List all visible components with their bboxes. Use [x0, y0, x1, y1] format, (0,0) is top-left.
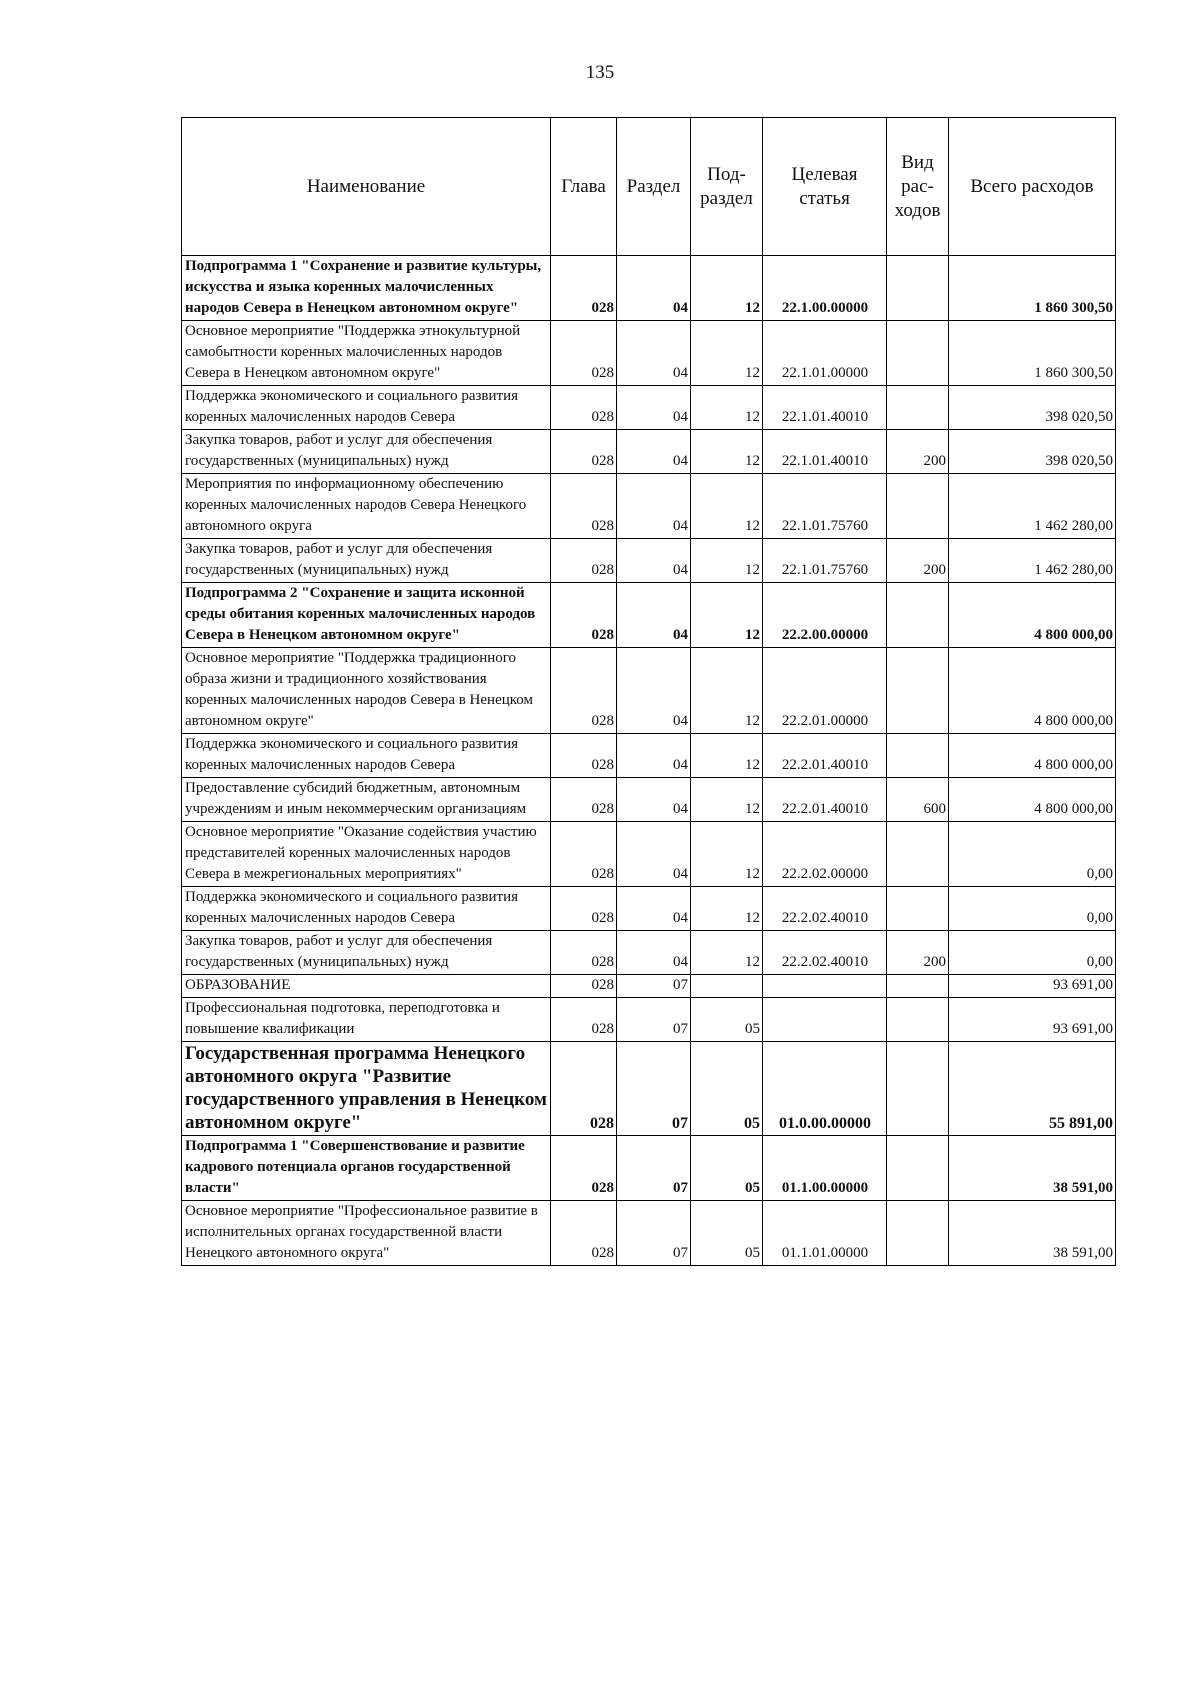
- cell-vid: [887, 1201, 949, 1266]
- cell-razdel: 04: [617, 474, 691, 539]
- cell-razdel: 04: [617, 256, 691, 321]
- cell-podrazdel: 12: [691, 778, 763, 822]
- cell-vid: [887, 583, 949, 648]
- cell-total: 1 462 280,00: [949, 539, 1116, 583]
- header-glava: Глава: [551, 118, 617, 256]
- cell-name: Закупка товаров, работ и услуг для обеспечения государственных (муниципальных) нужд: [182, 430, 551, 474]
- cell-glava: 028: [551, 822, 617, 887]
- cell-vid: [887, 256, 949, 321]
- cell-glava: 028: [551, 1201, 617, 1266]
- cell-name: Закупка товаров, работ и услуг для обеспечения государственных (муниципальных) нужд: [182, 931, 551, 975]
- cell-name: Мероприятия по информационному обеспечению коренных малочисленных народов Севера Ненецкого автономного округа: [182, 474, 551, 539]
- header-razdel: Раздел: [617, 118, 691, 256]
- cell-total: 398 020,50: [949, 430, 1116, 474]
- cell-statya: [763, 975, 887, 998]
- cell-vid: [887, 648, 949, 734]
- cell-total: 0,00: [949, 887, 1116, 931]
- cell-name: Основное мероприятие "Поддержка традиционного образа жизни и традиционного хозяйствования коренных малочисленных народов Севера в Ненецком автономном округе": [182, 648, 551, 734]
- cell-name: ОБРАЗОВАНИЕ: [182, 975, 551, 998]
- cell-podrazdel: 12: [691, 931, 763, 975]
- table-row: [182, 474, 1116, 539]
- header-row: [182, 118, 1116, 256]
- header-statya: Целевая статья: [763, 118, 887, 256]
- cell-glava: 028: [551, 583, 617, 648]
- cell-total: 0,00: [949, 931, 1116, 975]
- cell-razdel: 04: [617, 887, 691, 931]
- cell-name: Подпрограмма 2 "Сохранение и защита исконной среды обитания коренных малочисленных народов Севера в Ненецком автономном округе": [182, 583, 551, 648]
- cell-glava: 028: [551, 887, 617, 931]
- cell-podrazdel: 12: [691, 648, 763, 734]
- cell-razdel: 04: [617, 321, 691, 386]
- table-row: [182, 321, 1116, 386]
- cell-name: Основное мероприятие "Поддержка этнокультурной самобытности коренных малочисленных народов Севера в Ненецком автономном округе": [182, 321, 551, 386]
- cell-vid: 600: [887, 778, 949, 822]
- table-row: [182, 256, 1116, 321]
- cell-total: 38 591,00: [949, 1201, 1116, 1266]
- cell-glava: 028: [551, 1136, 617, 1201]
- cell-glava: 028: [551, 474, 617, 539]
- cell-podrazdel: 05: [691, 1201, 763, 1266]
- cell-vid: [887, 887, 949, 931]
- cell-total: 38 591,00: [949, 1136, 1116, 1201]
- cell-razdel: 04: [617, 583, 691, 648]
- cell-glava: 028: [551, 256, 617, 321]
- cell-glava: 028: [551, 734, 617, 778]
- cell-razdel: 07: [617, 998, 691, 1042]
- page-number: 135: [585, 62, 615, 83]
- cell-statya: 22.1.00.00000: [763, 256, 887, 321]
- table-row: [182, 539, 1116, 583]
- header-podrazdel: Под- раздел: [691, 118, 763, 256]
- cell-vid: [887, 998, 949, 1042]
- table-row: [182, 931, 1116, 975]
- table-row: [182, 386, 1116, 430]
- cell-statya: 22.1.01.40010: [763, 386, 887, 430]
- cell-podrazdel: 05: [691, 998, 763, 1042]
- cell-vid: [887, 474, 949, 539]
- cell-glava: 028: [551, 998, 617, 1042]
- cell-vid: [887, 734, 949, 778]
- table-row: [182, 998, 1116, 1042]
- cell-vid: [887, 975, 949, 998]
- cell-razdel: 04: [617, 430, 691, 474]
- cell-name: Подпрограмма 1 "Сохранение и развитие культуры, искусства и языка коренных малочисленных народов Севера в Ненецком автономном округе": [182, 256, 551, 321]
- cell-total: 93 691,00: [949, 975, 1116, 998]
- budget-table: [181, 117, 1116, 1266]
- cell-podrazdel: 12: [691, 583, 763, 648]
- cell-statya: 22.2.01.00000: [763, 648, 887, 734]
- cell-statya: 22.1.01.00000: [763, 321, 887, 386]
- cell-razdel: 04: [617, 778, 691, 822]
- cell-razdel: 07: [617, 1201, 691, 1266]
- cell-statya: 22.1.01.75760: [763, 539, 887, 583]
- cell-vid: [887, 321, 949, 386]
- cell-podrazdel: 05: [691, 1042, 763, 1136]
- cell-razdel: 07: [617, 1136, 691, 1201]
- cell-name: Поддержка экономического и социального развития коренных малочисленных народов Севера: [182, 887, 551, 931]
- cell-razdel: 07: [617, 975, 691, 998]
- cell-name: Профессиональная подготовка, переподготовка и повышение квалификации: [182, 998, 551, 1042]
- cell-name: Поддержка экономического и социального развития коренных малочисленных народов Севера: [182, 386, 551, 430]
- cell-glava: 028: [551, 1042, 617, 1136]
- cell-podrazdel: 12: [691, 474, 763, 539]
- cell-glava: 028: [551, 386, 617, 430]
- cell-podrazdel: 12: [691, 321, 763, 386]
- cell-glava: 028: [551, 321, 617, 386]
- cell-name: Предоставление субсидий бюджетным, автономным учреждениям и иным некоммерческим организациям: [182, 778, 551, 822]
- cell-razdel: 04: [617, 931, 691, 975]
- cell-total: 0,00: [949, 822, 1116, 887]
- table-row: [182, 734, 1116, 778]
- cell-total: 93 691,00: [949, 998, 1116, 1042]
- cell-vid: [887, 1042, 949, 1136]
- cell-statya: 01.0.00.00000: [763, 1042, 887, 1136]
- cell-glava: 028: [551, 778, 617, 822]
- table-row: [182, 887, 1116, 931]
- cell-total: 4 800 000,00: [949, 778, 1116, 822]
- cell-total: 1 462 280,00: [949, 474, 1116, 539]
- cell-statya: 22.1.01.75760: [763, 474, 887, 539]
- cell-total: 1 860 300,50: [949, 321, 1116, 386]
- table-row: [182, 430, 1116, 474]
- cell-vid: [887, 1136, 949, 1201]
- cell-glava: 028: [551, 430, 617, 474]
- cell-total: 4 800 000,00: [949, 583, 1116, 648]
- cell-vid: [887, 822, 949, 887]
- cell-razdel: 07: [617, 1042, 691, 1136]
- header-vid: Вид рас- ходов: [887, 118, 949, 256]
- cell-statya: 22.2.01.40010: [763, 734, 887, 778]
- cell-podrazdel: 12: [691, 822, 763, 887]
- cell-podrazdel: 12: [691, 539, 763, 583]
- cell-statya: 22.2.01.40010: [763, 778, 887, 822]
- table-row: [182, 822, 1116, 887]
- cell-razdel: 04: [617, 822, 691, 887]
- cell-glava: 028: [551, 539, 617, 583]
- table-row: [182, 778, 1116, 822]
- cell-total: 4 800 000,00: [949, 648, 1116, 734]
- cell-glava: 028: [551, 648, 617, 734]
- cell-podrazdel: 12: [691, 430, 763, 474]
- cell-statya: 22.2.02.00000: [763, 822, 887, 887]
- cell-vid: [887, 386, 949, 430]
- table-row: [182, 975, 1116, 998]
- header-total: Всего расходов: [949, 118, 1116, 256]
- cell-vid: 200: [887, 931, 949, 975]
- cell-glava: 028: [551, 931, 617, 975]
- cell-name: Основное мероприятие "Профессиональное развитие в исполнительных органах государственной власти Ненецкого автономного округа": [182, 1201, 551, 1266]
- cell-podrazdel: 12: [691, 887, 763, 931]
- cell-statya: [763, 998, 887, 1042]
- cell-name: Закупка товаров, работ и услуг для обеспечения государственных (муниципальных) нужд: [182, 539, 551, 583]
- cell-statya: 01.1.01.00000: [763, 1201, 887, 1266]
- cell-statya: 22.2.00.00000: [763, 583, 887, 648]
- cell-razdel: 04: [617, 539, 691, 583]
- cell-total: 55 891,00: [949, 1042, 1116, 1136]
- cell-podrazdel: 12: [691, 386, 763, 430]
- table-row: [182, 1136, 1116, 1201]
- cell-total: 4 800 000,00: [949, 734, 1116, 778]
- cell-name: Подпрограмма 1 "Совершенствование и развитие кадрового потенциала органов государственной власти": [182, 1136, 551, 1201]
- cell-statya: 22.1.01.40010: [763, 430, 887, 474]
- cell-total: 1 860 300,50: [949, 256, 1116, 321]
- cell-podrazdel: 05: [691, 1136, 763, 1201]
- table-row: [182, 648, 1116, 734]
- cell-podrazdel: [691, 975, 763, 998]
- table-row: [182, 583, 1116, 648]
- cell-vid: 200: [887, 539, 949, 583]
- cell-statya: 22.2.02.40010: [763, 887, 887, 931]
- table-row: [182, 1042, 1116, 1136]
- cell-podrazdel: 12: [691, 256, 763, 321]
- cell-razdel: 04: [617, 648, 691, 734]
- cell-vid: 200: [887, 430, 949, 474]
- cell-statya: 01.1.00.00000: [763, 1136, 887, 1201]
- cell-name: Государственная программа Ненецкого автономного округа "Развитие государственного управления в Ненецком автономном округе": [182, 1042, 551, 1136]
- cell-razdel: 04: [617, 386, 691, 430]
- cell-statya: 22.2.02.40010: [763, 931, 887, 975]
- cell-name: Основное мероприятие "Оказание содействия участию представителей коренных малочисленных народов Севера в межрегиональных мероприятиях": [182, 822, 551, 887]
- cell-name: Поддержка экономического и социального развития коренных малочисленных народов Севера: [182, 734, 551, 778]
- cell-total: 398 020,50: [949, 386, 1116, 430]
- header-name: Наименование: [182, 118, 551, 256]
- cell-razdel: 04: [617, 734, 691, 778]
- table-row: [182, 1201, 1116, 1266]
- cell-podrazdel: 12: [691, 734, 763, 778]
- cell-glava: 028: [551, 975, 617, 998]
